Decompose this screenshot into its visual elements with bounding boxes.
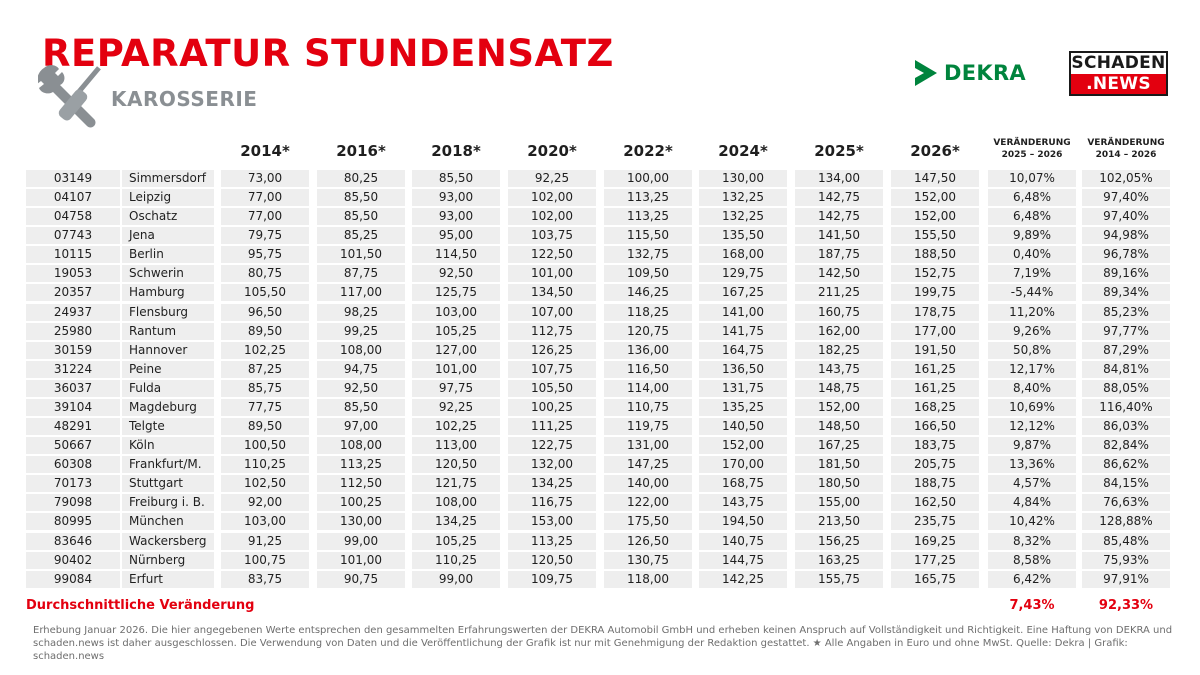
column-header-change-line1: VERÄNDERUNG: [993, 138, 1071, 148]
table-cell-plz: 30159: [26, 342, 120, 359]
table-cell-value: 97,75: [412, 380, 500, 397]
table-cell-city: Flensburg: [122, 304, 214, 321]
table-cell-value: 92,50: [412, 265, 500, 282]
table-cell-value: 152,00: [891, 189, 979, 206]
table-cell-value: 80,25: [317, 170, 405, 187]
table-cell-value: 85,25: [317, 227, 405, 244]
table-cell-change-2014-2026: 128,88%: [1082, 513, 1170, 530]
table-cell-value: 108,00: [412, 494, 500, 511]
table-cell-value: 85,50: [317, 189, 405, 206]
table-cell-value: 80,75: [221, 265, 309, 282]
table-cell-value: 114,50: [412, 246, 500, 263]
table-cell-value: 181,50: [795, 456, 883, 473]
table-cell-value: 101,50: [317, 246, 405, 263]
table-cell-value: 126,25: [508, 342, 596, 359]
table-cell-value: 188,75: [891, 475, 979, 492]
table-cell-value: 152,75: [891, 265, 979, 282]
table-cell-value: 110,25: [412, 552, 500, 569]
table-cell-value: 102,25: [412, 418, 500, 435]
table-cell-change-2014-2026: 87,29%: [1082, 342, 1170, 359]
table-cell-value: 152,00: [891, 208, 979, 225]
table-cell-value: 168,00: [699, 246, 787, 263]
table-cell-value: 167,25: [699, 284, 787, 301]
table-cell-value: 136,50: [699, 361, 787, 378]
table-cell-value: 103,00: [221, 513, 309, 530]
table-cell-value: 155,50: [891, 227, 979, 244]
table-cell-plz: 24937: [26, 304, 120, 321]
table-cell-change-2014-2026: 88,05%: [1082, 380, 1170, 397]
table-cell-value: 99,00: [412, 571, 500, 588]
table-cell-change-2025-2026: 6,48%: [988, 208, 1076, 225]
table-cell-value: 211,25: [795, 284, 883, 301]
table-cell-value: 85,75: [221, 380, 309, 397]
table-cell-value: 152,00: [699, 437, 787, 454]
table-cell-city: Jena: [122, 227, 214, 244]
table-cell-value: 168,25: [891, 399, 979, 416]
wrench-screwdriver-icon: [38, 62, 114, 130]
table-cell-value: 199,75: [891, 284, 979, 301]
table-cell-city: Hannover: [122, 342, 214, 359]
table-cell-value: 132,25: [699, 189, 787, 206]
table-cell-change-2025-2026: 12,17%: [988, 361, 1076, 378]
table-cell-value: 120,50: [412, 456, 500, 473]
table-cell-value: 85,50: [317, 399, 405, 416]
table-cell-change-2025-2026: 8,40%: [988, 380, 1076, 397]
table-cell-city: Fulda: [122, 380, 214, 397]
table-cell-value: 122,50: [508, 246, 596, 263]
table-cell-change-2025-2026: 12,12%: [988, 418, 1076, 435]
table-cell-change-2014-2026: 97,77%: [1082, 323, 1170, 340]
page-title: REPARATUR STUNDENSATZ: [42, 32, 614, 75]
average-change-2014-2026: 92,33%: [1098, 598, 1154, 613]
table-cell-plz: 07743: [26, 227, 120, 244]
schaden-news-logo-top: SCHADEN: [1071, 53, 1166, 73]
table-cell-value: 140,50: [699, 418, 787, 435]
column-header-year: 2025*: [814, 142, 864, 160]
table-cell-value: 119,75: [604, 418, 692, 435]
table-cell-value: 142,75: [795, 189, 883, 206]
table-cell-change-2014-2026: 97,40%: [1082, 208, 1170, 225]
table-cell-value: 109,75: [508, 571, 596, 588]
table-cell-value: 162,50: [891, 494, 979, 511]
table-cell-city: Schwerin: [122, 265, 214, 282]
table-cell-value: 141,00: [699, 304, 787, 321]
table-cell-value: 155,75: [795, 571, 883, 588]
column-header-year: 2020*: [527, 142, 577, 160]
table-cell-value: 127,00: [412, 342, 500, 359]
table-cell-value: 235,75: [891, 513, 979, 530]
table-cell-value: 122,75: [508, 437, 596, 454]
table-cell-change-2014-2026: 89,16%: [1082, 265, 1170, 282]
table-cell-value: 142,75: [795, 208, 883, 225]
table-cell-value: 131,00: [604, 437, 692, 454]
table-cell-value: 85,50: [317, 208, 405, 225]
table-cell-value: 188,50: [891, 246, 979, 263]
table-cell-value: 100,75: [221, 552, 309, 569]
table-cell-value: 132,75: [604, 246, 692, 263]
table-cell-value: 134,25: [508, 475, 596, 492]
table-cell-value: 175,50: [604, 513, 692, 530]
table-cell-change-2014-2026: 89,34%: [1082, 284, 1170, 301]
table-cell-value: 183,75: [891, 437, 979, 454]
table-cell-value: 162,00: [795, 323, 883, 340]
column-header-change: [1082, 137, 1170, 161]
table-cell-value: 142,50: [795, 265, 883, 282]
table-cell-value: 113,00: [412, 437, 500, 454]
table-cell-city: Leipzig: [122, 189, 214, 206]
dekra-logo: [913, 58, 1026, 90]
table-cell-value: 163,25: [795, 552, 883, 569]
table-cell-value: 122,00: [604, 494, 692, 511]
table-cell-city: Wackersberg: [122, 533, 214, 550]
column-header-year: 2018*: [431, 142, 481, 160]
table-cell-plz: 90402: [26, 552, 120, 569]
table-cell-change-2014-2026: 94,98%: [1082, 227, 1170, 244]
table-cell-change-2025-2026: 9,26%: [988, 323, 1076, 340]
table-cell-value: 117,00: [317, 284, 405, 301]
table-cell-value: 161,25: [891, 361, 979, 378]
table-cell-value: 144,75: [699, 552, 787, 569]
table-cell-city: Berlin: [122, 246, 214, 263]
table-cell-change-2025-2026: 11,20%: [988, 304, 1076, 321]
table-cell-value: 156,25: [795, 533, 883, 550]
table-cell-change-2025-2026: 9,87%: [988, 437, 1076, 454]
table-cell-value: 113,25: [317, 456, 405, 473]
table-cell-value: 126,50: [604, 533, 692, 550]
table-cell-change-2014-2026: 116,40%: [1082, 399, 1170, 416]
table-cell-value: 92,25: [412, 399, 500, 416]
table-cell-value: 94,75: [317, 361, 405, 378]
table-cell-value: 134,00: [795, 170, 883, 187]
table-cell-value: 148,75: [795, 380, 883, 397]
table-cell-plz: 10115: [26, 246, 120, 263]
table-cell-value: 85,50: [412, 170, 500, 187]
table-cell-city: Peine: [122, 361, 214, 378]
table-cell-value: 147,50: [891, 170, 979, 187]
table-cell-value: 169,25: [891, 533, 979, 550]
table-cell-plz: 03149: [26, 170, 120, 187]
table-cell-plz: 80995: [26, 513, 120, 530]
table-cell-value: 89,50: [221, 418, 309, 435]
page-subtitle: KAROSSERIE: [111, 87, 258, 111]
table-cell-value: 146,25: [604, 284, 692, 301]
table-cell-change-2025-2026: 10,07%: [988, 170, 1076, 187]
table-cell-value: 118,00: [604, 571, 692, 588]
table-cell-change-2014-2026: 86,03%: [1082, 418, 1170, 435]
table-cell-change-2014-2026: 85,23%: [1082, 304, 1170, 321]
table-cell-value: 91,25: [221, 533, 309, 550]
column-header-change-line1: VERÄNDERUNG: [1087, 138, 1165, 148]
table-cell-value: 107,75: [508, 361, 596, 378]
table-cell-city: Magdeburg: [122, 399, 214, 416]
table-cell-city: München: [122, 513, 214, 530]
table-cell-city: Oschatz: [122, 208, 214, 225]
table-cell-plz: 19053: [26, 265, 120, 282]
table-cell-value: 87,75: [317, 265, 405, 282]
table-cell-value: 136,00: [604, 342, 692, 359]
table-cell-value: 103,00: [412, 304, 500, 321]
table-cell-value: 142,25: [699, 571, 787, 588]
table-cell-value: 102,00: [508, 189, 596, 206]
table-cell-value: 99,00: [317, 533, 405, 550]
table-cell-city: Rantum: [122, 323, 214, 340]
table-cell-value: 134,25: [412, 513, 500, 530]
table-cell-value: 87,25: [221, 361, 309, 378]
table-cell-change-2025-2026: 50,8%: [988, 342, 1076, 359]
schaden-news-logo: [1069, 51, 1168, 96]
table-cell-value: 132,00: [508, 456, 596, 473]
table-cell-change-2025-2026: 7,19%: [988, 265, 1076, 282]
table-cell-value: 100,50: [221, 437, 309, 454]
dekra-chevron-icon: [913, 58, 939, 88]
table-cell-value: 77,75: [221, 399, 309, 416]
table-cell-plz: 83646: [26, 533, 120, 550]
table-cell-city: Freiburg i. B.: [122, 494, 214, 511]
table-cell-value: 109,50: [604, 265, 692, 282]
table-cell-change-2025-2026: 8,32%: [988, 533, 1076, 550]
column-header-year: 2016*: [336, 142, 386, 160]
table-cell-plz: 25980: [26, 323, 120, 340]
table-cell-value: 121,75: [412, 475, 500, 492]
table-cell-value: 108,00: [317, 342, 405, 359]
table-cell-value: 131,75: [699, 380, 787, 397]
table-cell-value: 148,50: [795, 418, 883, 435]
table-cell-value: 92,25: [508, 170, 596, 187]
table-cell-value: 132,25: [699, 208, 787, 225]
table-cell-value: 97,00: [317, 418, 405, 435]
table-cell-change-2014-2026: 96,78%: [1082, 246, 1170, 263]
table-cell-value: 178,75: [891, 304, 979, 321]
column-header-change-line2: 2014 – 2026: [1095, 150, 1157, 160]
table-cell-value: 135,50: [699, 227, 787, 244]
table-cell-city: Stuttgart: [122, 475, 214, 492]
table-cell-plz: 36037: [26, 380, 120, 397]
table-cell-plz: 04107: [26, 189, 120, 206]
table-cell-value: 95,00: [412, 227, 500, 244]
table-cell-change-2014-2026: 85,48%: [1082, 533, 1170, 550]
table-cell-value: 177,25: [891, 552, 979, 569]
table-cell-plz: 50667: [26, 437, 120, 454]
average-change-label: Durchschnittliche Veränderung: [26, 598, 255, 613]
column-header-year: 2014*: [240, 142, 290, 160]
table-cell-value: 79,75: [221, 227, 309, 244]
column-header-change: [988, 137, 1076, 161]
table-cell-change-2014-2026: 102,05%: [1082, 170, 1170, 187]
table-cell-value: 160,75: [795, 304, 883, 321]
table-cell-value: 130,00: [699, 170, 787, 187]
table-cell-value: 102,25: [221, 342, 309, 359]
table-cell-value: 115,50: [604, 227, 692, 244]
table-cell-value: 113,25: [604, 208, 692, 225]
table-cell-value: 113,25: [508, 533, 596, 550]
table-cell-change-2025-2026: 10,42%: [988, 513, 1076, 530]
table-cell-value: 101,00: [317, 552, 405, 569]
table-cell-value: 77,00: [221, 208, 309, 225]
table-cell-value: 213,50: [795, 513, 883, 530]
table-cell-plz: 04758: [26, 208, 120, 225]
table-cell-value: 118,25: [604, 304, 692, 321]
table-cell-value: 90,75: [317, 571, 405, 588]
table-cell-value: 182,25: [795, 342, 883, 359]
column-header-year: 2026*: [910, 142, 960, 160]
table-cell-value: 110,75: [604, 399, 692, 416]
table-cell-value: 108,00: [317, 437, 405, 454]
table-cell-value: 95,75: [221, 246, 309, 263]
table-cell-change-2014-2026: 75,93%: [1082, 552, 1170, 569]
table-cell-value: 96,50: [221, 304, 309, 321]
table-cell-change-2025-2026: 4,57%: [988, 475, 1076, 492]
table-cell-value: 120,50: [508, 552, 596, 569]
table-cell-value: 155,00: [795, 494, 883, 511]
column-header-year: 2024*: [718, 142, 768, 160]
table-cell-change-2025-2026: 6,42%: [988, 571, 1076, 588]
table-cell-value: 105,50: [508, 380, 596, 397]
table-cell-value: 194,50: [699, 513, 787, 530]
table-cell-value: 168,75: [699, 475, 787, 492]
column-header-year: 2022*: [623, 142, 673, 160]
table-cell-value: 141,75: [699, 323, 787, 340]
table-cell-city: Simmersdorf: [122, 170, 214, 187]
table-cell-value: 134,50: [508, 284, 596, 301]
table-cell-value: 107,00: [508, 304, 596, 321]
table-cell-value: 92,50: [317, 380, 405, 397]
schaden-news-logo-bottom: .NEWS: [1071, 74, 1166, 94]
table-cell-value: 180,50: [795, 475, 883, 492]
table-cell-change-2014-2026: 97,40%: [1082, 189, 1170, 206]
table-cell-value: 170,00: [699, 456, 787, 473]
table-cell-value: 105,25: [412, 323, 500, 340]
table-cell-change-2025-2026: 4,84%: [988, 494, 1076, 511]
table-cell-city: Erfurt: [122, 571, 214, 588]
table-cell-value: 83,75: [221, 571, 309, 588]
table-cell-change-2014-2026: 76,63%: [1082, 494, 1170, 511]
table-cell-value: 99,25: [317, 323, 405, 340]
table-cell-value: 129,75: [699, 265, 787, 282]
table-cell-value: 141,50: [795, 227, 883, 244]
table-cell-value: 120,75: [604, 323, 692, 340]
table-cell-value: 98,25: [317, 304, 405, 321]
table-cell-change-2014-2026: 84,15%: [1082, 475, 1170, 492]
table-cell-value: 116,75: [508, 494, 596, 511]
table-cell-plz: 31224: [26, 361, 120, 378]
table-cell-value: 112,75: [508, 323, 596, 340]
table-cell-plz: 79098: [26, 494, 120, 511]
table-cell-value: 89,50: [221, 323, 309, 340]
table-cell-value: 140,00: [604, 475, 692, 492]
table-cell-change-2014-2026: 84,81%: [1082, 361, 1170, 378]
table-cell-change-2014-2026: 97,91%: [1082, 571, 1170, 588]
table-cell-plz: 70173: [26, 475, 120, 492]
table-cell-value: 153,00: [508, 513, 596, 530]
table-cell-plz: 48291: [26, 418, 120, 435]
table-cell-value: 105,25: [412, 533, 500, 550]
table-cell-value: 100,25: [508, 399, 596, 416]
table-cell-value: 191,50: [891, 342, 979, 359]
table-cell-plz: 60308: [26, 456, 120, 473]
table-cell-change-2025-2026: 13,36%: [988, 456, 1076, 473]
table-cell-value: 92,00: [221, 494, 309, 511]
table-cell-value: 161,25: [891, 380, 979, 397]
table-cell-value: 187,75: [795, 246, 883, 263]
table-cell-value: 100,25: [317, 494, 405, 511]
table-cell-value: 143,75: [795, 361, 883, 378]
table-cell-value: 110,25: [221, 456, 309, 473]
table-cell-value: 73,00: [221, 170, 309, 187]
table-cell-value: 105,50: [221, 284, 309, 301]
table-cell-change-2025-2026: 8,58%: [988, 552, 1076, 569]
table-cell-plz: 39104: [26, 399, 120, 416]
table-cell-change-2025-2026: 0,40%: [988, 246, 1076, 263]
table-cell-value: 102,00: [508, 208, 596, 225]
table-cell-value: 101,00: [508, 265, 596, 282]
table-cell-value: 167,25: [795, 437, 883, 454]
table-cell-city: Köln: [122, 437, 214, 454]
table-cell-value: 165,75: [891, 571, 979, 588]
table-cell-value: 100,00: [604, 170, 692, 187]
table-cell-value: 116,50: [604, 361, 692, 378]
table-cell-value: 93,00: [412, 208, 500, 225]
table-cell-value: 135,25: [699, 399, 787, 416]
table-cell-change-2025-2026: -5,44%: [988, 284, 1076, 301]
table-cell-city: Frankfurt/M.: [122, 456, 214, 473]
table-cell-value: 166,50: [891, 418, 979, 435]
table-cell-value: 114,00: [604, 380, 692, 397]
table-cell-city: Hamburg: [122, 284, 214, 301]
column-header-change-line2: 2025 – 2026: [1001, 150, 1063, 160]
table-cell-value: 101,00: [412, 361, 500, 378]
footnote: Erhebung Januar 2026. Die hier angegebenen Werte entsprechen den gesammelten Erfahrungswerten der DEKRA Automobil GmbH und erheben keinen Anspruch auf Vollständigkeit und Richtigkeit. Eine Haftung von DEKRA und schaden.news ist daher ausgeschlossen. Die Verwendung von Daten und die Veröffentlichung der Grafik ist nur mit Genehmigung der Redaktion gestattet. ★ Alle Angaben in Euro und ohne MwSt. Quelle: Dekra | Grafik: schaden.news: [33, 625, 1173, 662]
table-cell-value: 140,75: [699, 533, 787, 550]
table-cell-change-2025-2026: 6,48%: [988, 189, 1076, 206]
table-cell-value: 93,00: [412, 189, 500, 206]
table-cell-value: 130,00: [317, 513, 405, 530]
average-change-2025-2026: 7,43%: [1009, 598, 1055, 613]
table-cell-plz: 99084: [26, 571, 120, 588]
table-cell-plz: 20357: [26, 284, 120, 301]
table-cell-value: 147,25: [604, 456, 692, 473]
table-cell-value: 103,75: [508, 227, 596, 244]
table-cell-value: 102,50: [221, 475, 309, 492]
table-cell-value: 143,75: [699, 494, 787, 511]
table-cell-value: 205,75: [891, 456, 979, 473]
table-cell-value: 113,25: [604, 189, 692, 206]
table-cell-value: 111,25: [508, 418, 596, 435]
table-cell-change-2014-2026: 82,84%: [1082, 437, 1170, 454]
table-cell-value: 112,50: [317, 475, 405, 492]
table-cell-change-2014-2026: 86,62%: [1082, 456, 1170, 473]
dekra-logo-text: DEKRA: [944, 61, 1026, 85]
table-cell-value: 164,75: [699, 342, 787, 359]
table-cell-value: 152,00: [795, 399, 883, 416]
table-cell-value: 125,75: [412, 284, 500, 301]
table-cell-city: Telgte: [122, 418, 214, 435]
table-cell-value: 177,00: [891, 323, 979, 340]
table-cell-value: 130,75: [604, 552, 692, 569]
table-cell-change-2025-2026: 9,89%: [988, 227, 1076, 244]
table-cell-value: 77,00: [221, 189, 309, 206]
table-cell-city: Nürnberg: [122, 552, 214, 569]
table-cell-change-2025-2026: 10,69%: [988, 399, 1076, 416]
